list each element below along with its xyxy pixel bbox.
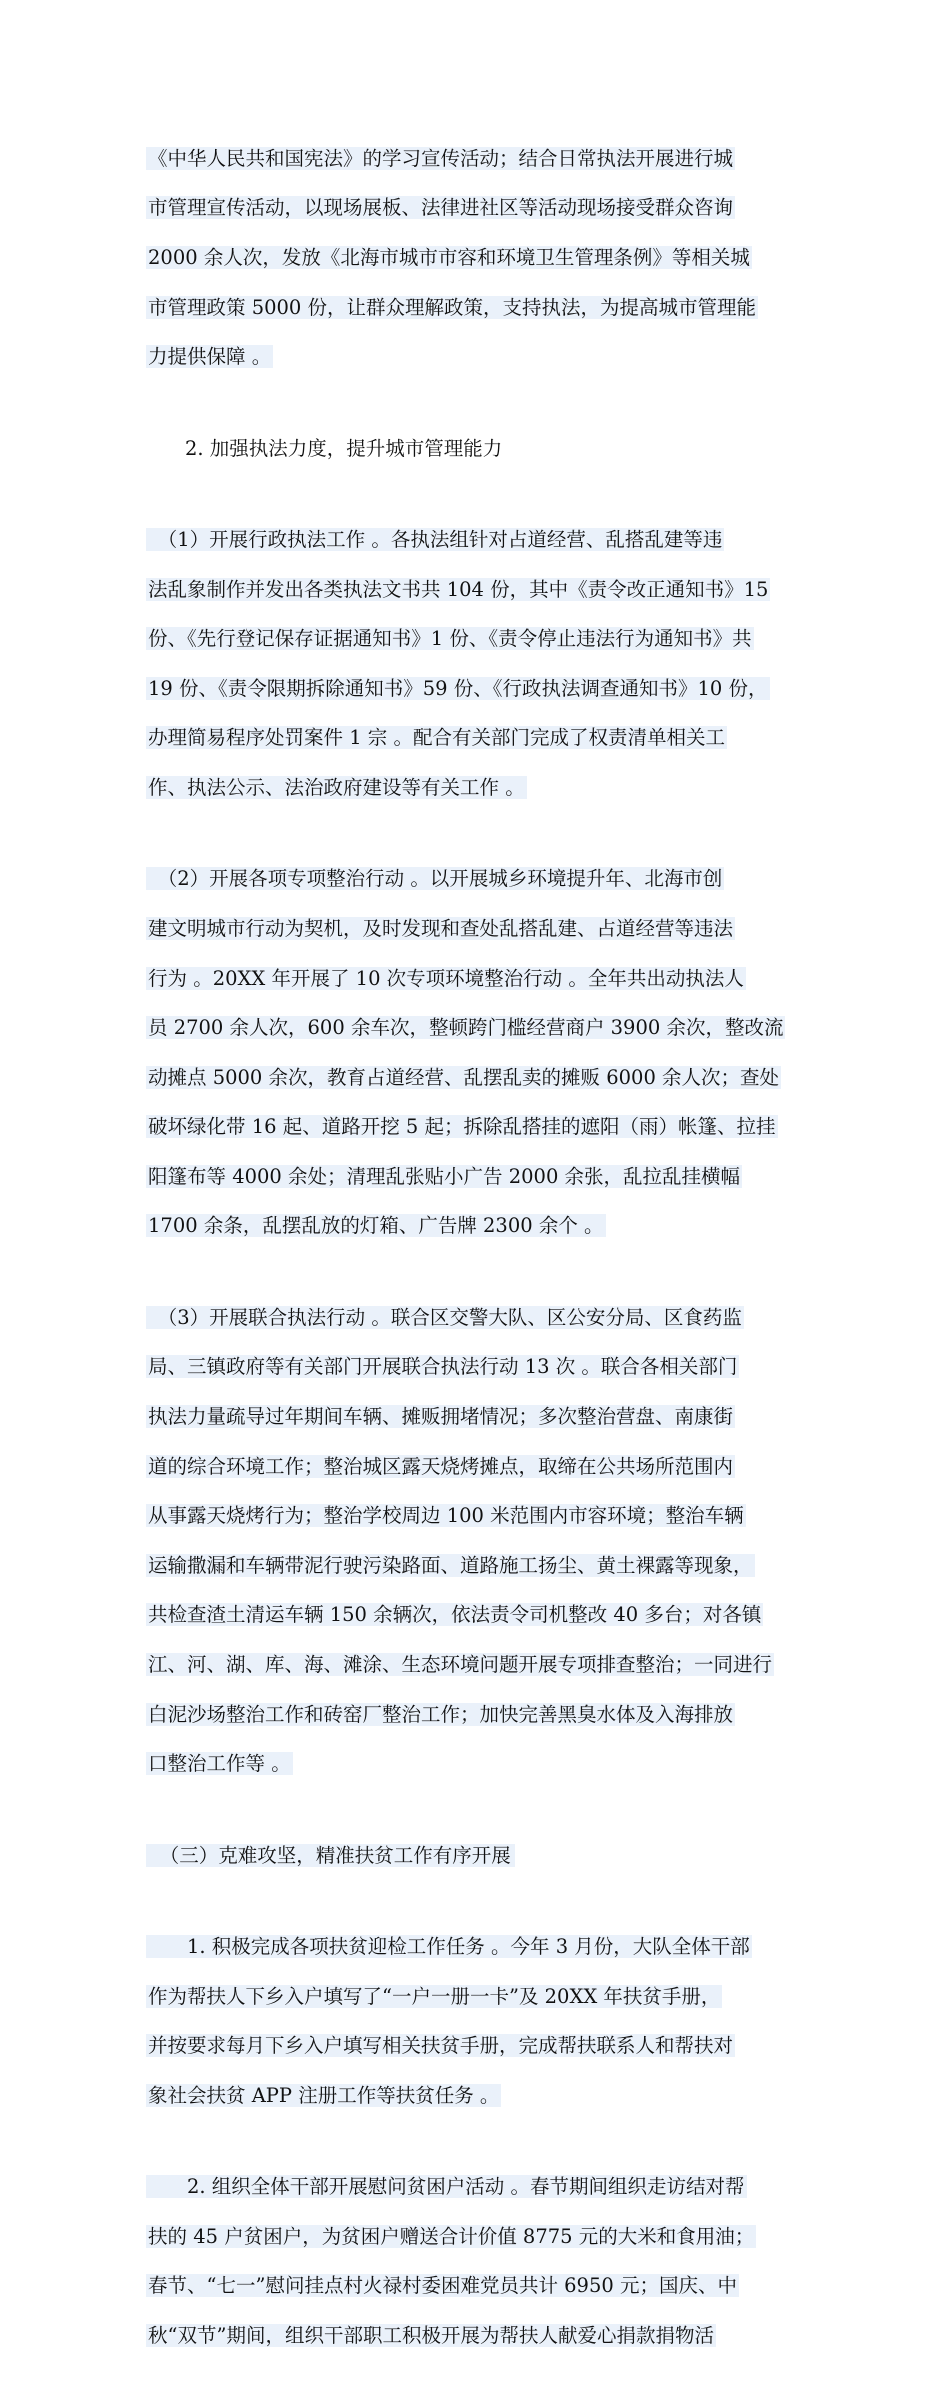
text-line: 建文明城市行动为契机，及时发现和查处乱搭乱建、占道经营等违法 xyxy=(148,916,734,940)
text-line: （2）开展各项专项整治行动 。以开展城乡环境提升年、北海市创 xyxy=(148,867,723,891)
text-line: 口整治工作等 。 xyxy=(148,1752,291,1776)
section-heading-enforcement xyxy=(146,412,836,486)
text-line: 《中华人民共和国宪法》的学习宣传活动；结合日常执法开展进行城 xyxy=(148,146,734,170)
paragraph-inspection-tasks xyxy=(146,1910,836,2133)
text-line: 局、三镇政府等有关部门开展联合执法行动 13 次 。联合各相关部门 xyxy=(148,1355,738,1379)
text-line: 阳篷布等 4000 余处；清理乱张贴小广告 2000 余张，乱拉乱挂横幅 xyxy=(148,1164,741,1188)
text-line: 法乱象制作并发出各类执法文书共 104 份，其中《责令改正通知书》15 xyxy=(148,577,769,601)
text-line: （1）开展行政执法工作 。各执法组针对占道经营、乱搭乱建等违 xyxy=(148,527,723,551)
text-line: 动摊点 5000 余次，教育占道经营、乱摆乱卖的摊贩 6000 余人次；查处 xyxy=(148,1065,780,1089)
text-line: 共检查渣土清运车辆 150 余辆次，依法责令司机整改 40 多台；对各镇 xyxy=(148,1603,762,1627)
text-line: 作、执法公示、法治政府建设等有关工作 。 xyxy=(148,775,525,799)
text-line: 白泥沙场整治工作和砖窑厂整治工作；加快完善黑臭水体及入海排放 xyxy=(148,1702,734,1726)
text-line: 2000 余人次，发放《北海市城市市容和环境卫生管理条例》等相关城 xyxy=(148,245,750,269)
paragraph-administrative-enforcement xyxy=(146,503,836,825)
paragraph-constitution-publicity xyxy=(146,122,836,395)
text-line: 19 份、《责令限期拆除通知书》59 份、《行政执法调查通知书》10 份， xyxy=(148,676,768,700)
text-line: 市管理政策 5000 份，让群众理解政策，支持执法，为提高城市管理能 xyxy=(148,295,757,319)
text-line: 2. 组织全体干部开展慰问贫困户活动 。春节期间组织走访结对帮 xyxy=(148,2175,745,2199)
text-line: 运输撒漏和车辆带泥行驶污染路面、道路施工扬尘、黄土裸露等现象， xyxy=(148,1553,753,1577)
text-line: 作为帮扶人下乡入户填写了“一户一册一卡”及 20XX 年扶贫手册， xyxy=(148,1984,721,2008)
text-line: 1. 积极完成各项扶贫迎检工作任务 。今年 3 月份，大队全体干部 xyxy=(148,1934,750,1958)
text-line: 扶的 45 户贫困户，为贫困户赠送合计价值 8775 元的大米和食用油； xyxy=(148,2224,755,2248)
text-line: 从事露天烧烤行为；整治学校周边 100 米范围内市容环境；整治车辆 xyxy=(148,1504,744,1528)
paragraph-condolence-visits xyxy=(146,2150,836,2373)
document-page xyxy=(146,122,836,2391)
text-line: 行为 。20XX 年开展了 10 次专项环境整治行动 。全年共出动执法人 xyxy=(148,966,744,990)
text-line: 员 2700 余人次，600 余车次，整顿跨门槛经营商户 3900 余次，整改流 xyxy=(148,1016,784,1040)
text-line: 份、《先行登记保存证据通知书》1 份、《责令停止违法行为通知书》共 xyxy=(148,627,752,651)
paragraph-joint-enforcement xyxy=(146,1281,836,1802)
heading-text: 2. 加强执法力度，提升城市管理能力 xyxy=(146,436,503,460)
text-line: 破坏绿化带 16 起、道路开挖 5 起；拆除乱搭挂的遮阳（雨）帐篷、拉挂 xyxy=(148,1115,776,1139)
text-line: 江、河、湖、库、海、滩涂、生态环境问题开展专项排查整治；一同进行 xyxy=(148,1653,773,1677)
text-line: 象社会扶贫 APP 注册工作等扶贫任务 。 xyxy=(148,2083,500,2107)
heading-text: （三）克难攻坚，精准扶贫工作有序开展 xyxy=(146,1844,515,1867)
text-line: 力提供保障 。 xyxy=(148,345,272,369)
paragraph-special-rectification xyxy=(146,843,836,1265)
text-line: 办理简易程序处罚案件 1 宗 。配合有关部门完成了权责清单相关工 xyxy=(148,726,726,750)
text-line: 道的综合环境工作；整治城区露天烧烤摊点，取缔在公共场所范围内 xyxy=(148,1454,734,1478)
text-line: 执法力量疏导过年期间车辆、摊贩拥堵情况；多次整治营盘、南康街 xyxy=(148,1405,734,1429)
section-heading-poverty-alleviation xyxy=(146,1819,836,1893)
text-line: 秋“双节”期间，组织干部职工积极开展为帮扶人献爱心捐款捐物活 xyxy=(148,2323,714,2347)
text-line: 市管理宣传活动，以现场展板、法律进社区等活动现场接受群众咨询 xyxy=(148,196,734,220)
text-line: 并按要求每月下乡入户填写相关扶贫手册，完成帮扶联系人和帮扶对 xyxy=(148,2034,734,2058)
text-line: 春节、“七一”慰问挂点村火禄村委困难党员共计 6950 元；国庆、中 xyxy=(148,2274,737,2298)
text-line: 1700 余条，乱摆乱放的灯箱、广告牌 2300 余个 。 xyxy=(148,1214,604,1238)
text-line: （3）开展联合执法行动 。联合区交警大队、区公安分局、区食药监 xyxy=(148,1305,742,1329)
